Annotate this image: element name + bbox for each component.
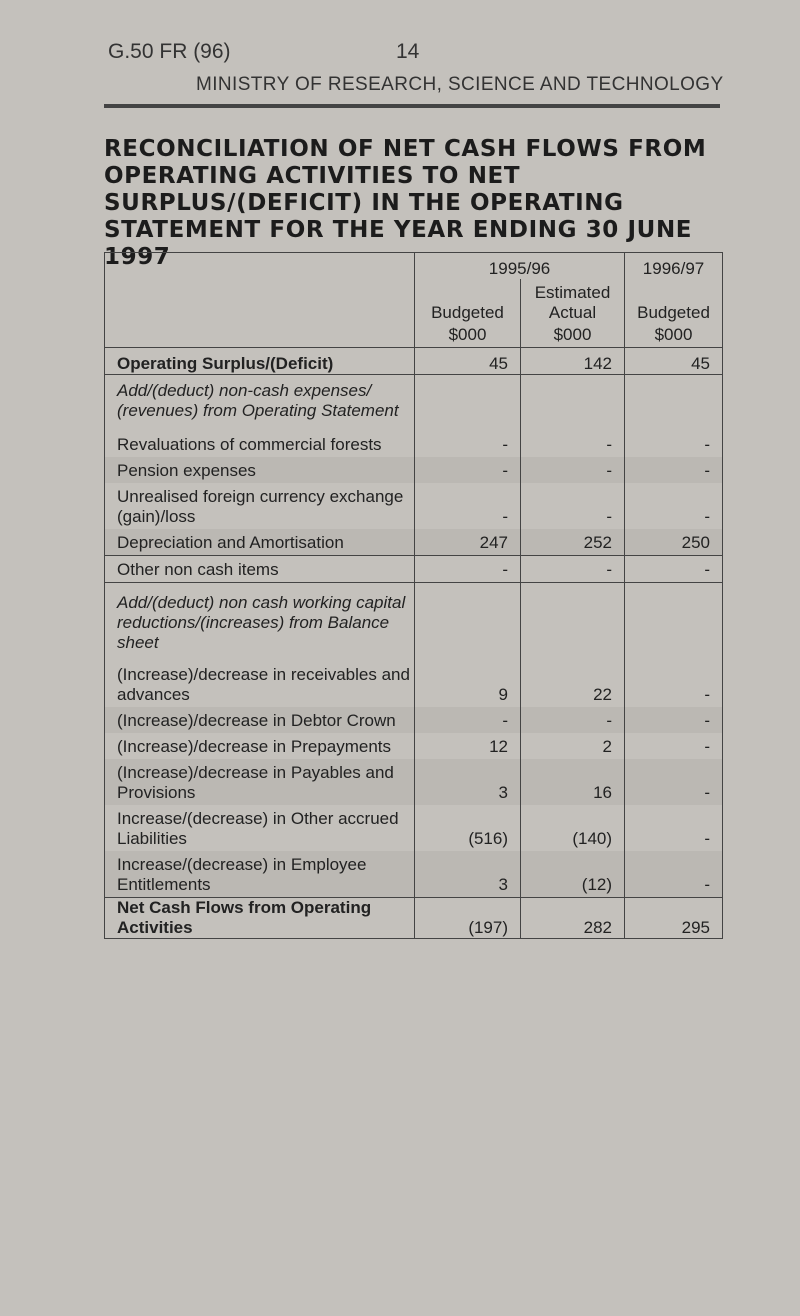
row-label: Other non cash items xyxy=(105,556,415,583)
table-row xyxy=(105,707,723,733)
row-label: Operating Surplus/(Deficit) xyxy=(105,348,415,375)
value-budgeted-1995: 45 xyxy=(415,348,521,375)
col-estimated-actual xyxy=(521,279,625,323)
row-label: Net Cash Flows from Operating Activities xyxy=(105,898,415,939)
value-estimated-actual: 142 xyxy=(521,348,625,375)
table-row xyxy=(105,529,723,556)
col-estimated-line1: Estimated xyxy=(534,283,611,302)
value-budgeted-1995: - xyxy=(415,423,521,457)
value-budgeted-1996: - xyxy=(625,655,723,707)
page-header xyxy=(0,0,800,120)
value-estimated-actual: 252 xyxy=(521,529,625,556)
page-title: RECONCILIATION OF NET CASH FLOWS FROM OPERATING ACTIVITIES TO NET SURPLUS/(DEFICIT) IN THE OPERATING STATEMENT FOR THE YEAR ENDING 30 JUNE 1997 xyxy=(104,136,707,270)
table-row xyxy=(105,483,723,529)
value-budgeted-1995: (516) xyxy=(415,805,521,851)
section-heading-row xyxy=(105,375,723,424)
value-budgeted-1996: - xyxy=(625,707,723,733)
currency-n: $000 xyxy=(625,323,723,348)
value-budgeted-1995: - xyxy=(415,457,521,483)
row-label: (Increase)/decrease in Payables and Provisions xyxy=(105,759,415,805)
row-label: Increase/(decrease) in Employee Entitlements xyxy=(105,851,415,898)
value-budgeted-1995: 247 xyxy=(415,529,521,556)
table-row xyxy=(105,423,723,457)
row-label: Depreciation and Amortisation xyxy=(105,529,415,556)
value-estimated-actual: - xyxy=(521,483,625,529)
row-label: (Increase)/decrease in Debtor Crown xyxy=(105,707,415,733)
currency-b: $000 xyxy=(415,323,521,348)
value-budgeted-1996: - xyxy=(625,759,723,805)
col-budgeted-1995: Budgeted xyxy=(415,279,521,323)
col-budgeted-1996: Budgeted xyxy=(625,279,723,323)
section-working-capital-heading: Add/(deduct) non cash working capital reductions/(increases) from Balance sheet xyxy=(105,583,415,656)
value-estimated-actual: (140) xyxy=(521,805,625,851)
value-budgeted-1996: - xyxy=(625,733,723,759)
value-estimated-actual: - xyxy=(521,707,625,733)
value-budgeted-1996: - xyxy=(625,556,723,583)
table-row xyxy=(105,851,723,898)
net-cash-flows-row xyxy=(105,898,723,939)
section-noncash-heading: Add/(deduct) non-cash expenses/ (revenues) from Operating Statement xyxy=(105,375,415,424)
year-header-row xyxy=(105,253,723,280)
section-heading-row xyxy=(105,583,723,656)
row-label: Revaluations of commercial forests xyxy=(105,423,415,457)
value-estimated-actual: - xyxy=(521,556,625,583)
row-label: Increase/(decrease) in Other accrued Liabilities xyxy=(105,805,415,851)
value-estimated-actual: 2 xyxy=(521,733,625,759)
ministry-name: MINISTRY OF RESEARCH, SCIENCE AND TECHNOLOGY xyxy=(196,74,724,95)
value-budgeted-1996: - xyxy=(625,805,723,851)
operating-surplus-row xyxy=(105,348,723,375)
table-row xyxy=(105,805,723,851)
currency-e: $000 xyxy=(521,323,625,348)
value-budgeted-1995: - xyxy=(415,707,521,733)
value-budgeted-1995: 9 xyxy=(415,655,521,707)
table-row xyxy=(105,759,723,805)
page-number: 14 xyxy=(396,40,420,63)
value-budgeted-1995: 3 xyxy=(415,851,521,898)
value-budgeted-1995: 3 xyxy=(415,759,521,805)
column-name-row xyxy=(105,279,723,323)
col-estimated-line2: Actual xyxy=(548,303,597,322)
header-rule xyxy=(104,104,720,108)
value-budgeted-1995: 12 xyxy=(415,733,521,759)
row-label: Unrealised foreign currency exchange (gain)/loss xyxy=(105,483,415,529)
value-budgeted-1995: (197) xyxy=(415,898,521,939)
document-code: G.50 FR (96) xyxy=(108,40,231,63)
table-row xyxy=(105,733,723,759)
value-budgeted-1996: 250 xyxy=(625,529,723,556)
value-budgeted-1996: - xyxy=(625,851,723,898)
value-budgeted-1996: 45 xyxy=(625,348,723,375)
value-budgeted-1995: - xyxy=(415,556,521,583)
value-estimated-actual: (12) xyxy=(521,851,625,898)
value-budgeted-1996: - xyxy=(625,457,723,483)
value-budgeted-1996: 295 xyxy=(625,898,723,939)
table-row xyxy=(105,457,723,483)
reconciliation-table xyxy=(104,252,723,939)
value-estimated-actual: - xyxy=(521,423,625,457)
table-row xyxy=(105,556,723,583)
value-estimated-actual: 282 xyxy=(521,898,625,939)
value-budgeted-1996: - xyxy=(625,423,723,457)
row-label: Pension expenses xyxy=(105,457,415,483)
value-estimated-actual: 22 xyxy=(521,655,625,707)
row-label: (Increase)/decrease in receivables and advances xyxy=(105,655,415,707)
value-estimated-actual: - xyxy=(521,457,625,483)
year-1995-96: 1995/96 xyxy=(415,253,625,280)
year-1996-97: 1996/97 xyxy=(625,253,723,280)
row-label: (Increase)/decrease in Prepayments xyxy=(105,733,415,759)
value-budgeted-1995: - xyxy=(415,483,521,529)
table-row xyxy=(105,655,723,707)
currency-row xyxy=(105,323,723,348)
value-estimated-actual: 16 xyxy=(521,759,625,805)
value-budgeted-1996: - xyxy=(625,483,723,529)
